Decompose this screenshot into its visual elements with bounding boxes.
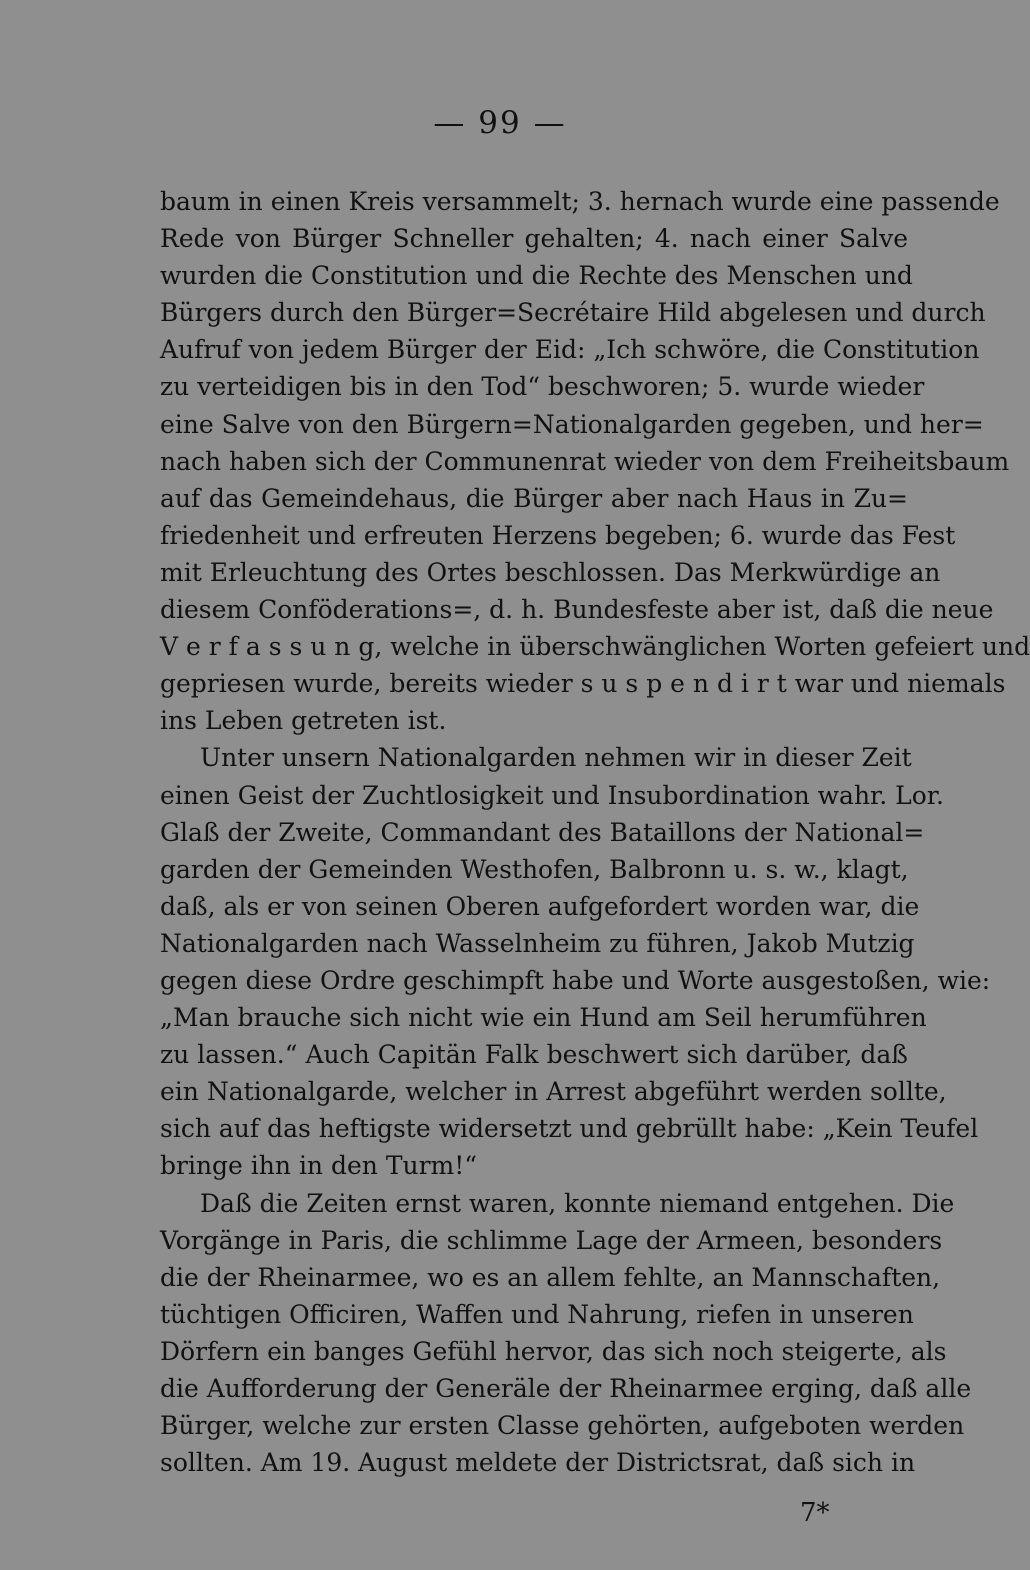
text-line: V e r f a s s u n g, welche in überschwänglichen Worten gefeiert und (160, 632, 1030, 662)
text-line: Bürger, welche zur ersten Classe gehörten, aufgeboten werden (160, 1411, 965, 1441)
text-line: tüchtigen Officiren, Waffen und Nahrung, riefen in unseren (160, 1299, 914, 1329)
signature-mark: 7* (800, 1498, 830, 1528)
text-line: Glaß der Zweite, Commandant des Bataillons der National= (160, 817, 925, 847)
text-line: sich auf das heftigste widersetzt und gebrüllt habe: „Kein Teufel (160, 1114, 979, 1144)
text-line: mit Erleuchtung des Ortes beschlossen. Das Merkwürdige an (160, 557, 941, 587)
text-line: diesem Conföderations=, d. h. Bundesfeste aber ist, daß die neue (160, 595, 994, 625)
text-line: die der Rheinarmee, wo es an allem fehlte, an Mannschaften, (160, 1262, 941, 1292)
text-line: einen Geist der Zuchtlosigkeit und Insubordination wahr. Lor. (160, 780, 944, 810)
text-line: auf das Gemeindehaus, die Bürger aber nach Haus in Zu= (160, 483, 908, 513)
text-line: ein Nationalgarde, welcher in Arrest abgeführt werden sollte, (160, 1077, 947, 1107)
text-line: Nationalgarden nach Wasselnheim zu führen, Jakob Mutzig (160, 928, 915, 958)
text-line: Rede von Bürger Schneller gehalten; 4. nach einer Salve (160, 224, 908, 254)
text-line: nach haben sich der Communenrat wieder von dem Freiheitsbaum (160, 446, 1010, 476)
text-line: „Man brauche sich nicht wie ein Hund am Seil herumführen (160, 1003, 927, 1033)
text-line: sollten. Am 19. August meldete der Districtsrat, daß sich in (160, 1448, 916, 1478)
body-text (160, 183, 1030, 1481)
text-line: daß, als er von seinen Oberen aufgefordert worden war, die (160, 891, 920, 921)
text-line: zu verteidigen bis in den Tod“ beschworen; 5. wurde wieder (160, 372, 925, 402)
text-line: Vorgänge in Paris, die schlimme Lage der Armeen, besonders (160, 1225, 943, 1255)
text-line: zu lassen.“ Auch Capitän Falk beschwert sich darüber, daß (160, 1040, 908, 1070)
text-line: Aufruf von jedem Bürger der Eid: „Ich schwöre, die Constitution (160, 335, 980, 365)
text-line: ins Leben getreten ist. (160, 706, 447, 736)
text-line: bringe ihn in den Turm!“ (160, 1151, 478, 1181)
text-line: gepriesen wurde, bereits wieder s u s p e n d i r t war und niemals (160, 669, 1006, 699)
text-line: friedenheit und erfreuten Herzens begeben; 6. wurde das Fest (160, 520, 956, 550)
text-line: gegen diese Ordre geschimpft habe und Worte ausgestoßen, wie: (160, 965, 991, 995)
text-line: eine Salve von den Bürgern=Nationalgarden gegeben, und her= (160, 409, 984, 439)
text-line: garden der Gemeinden Westhofen, Balbronn u. s. w., klagt, (160, 854, 909, 884)
text-line: Bürgers durch den Bürger=Secrétaire Hild abgelesen und durch (160, 298, 986, 328)
text-line: Dörfern ein banges Gefühl hervor, das sich noch steigerte, als (160, 1336, 947, 1366)
text-line: baum in einen Kreis versammelt; 3. hernach wurde eine passende (160, 187, 1000, 216)
text-line: wurden die Constitution und die Rechte des Menschen und (160, 261, 913, 291)
text-line: die Aufforderung der Generäle der Rheinarmee erging, daß alle (160, 1374, 972, 1403)
text-line: Daß die Zeiten ernst waren, konnte niemand entgehen. Die (200, 1188, 955, 1218)
page-number: — 99 — (433, 105, 567, 141)
text-line: Unter unsern Nationalgarden nehmen wir in dieser Zeit (200, 743, 912, 773)
